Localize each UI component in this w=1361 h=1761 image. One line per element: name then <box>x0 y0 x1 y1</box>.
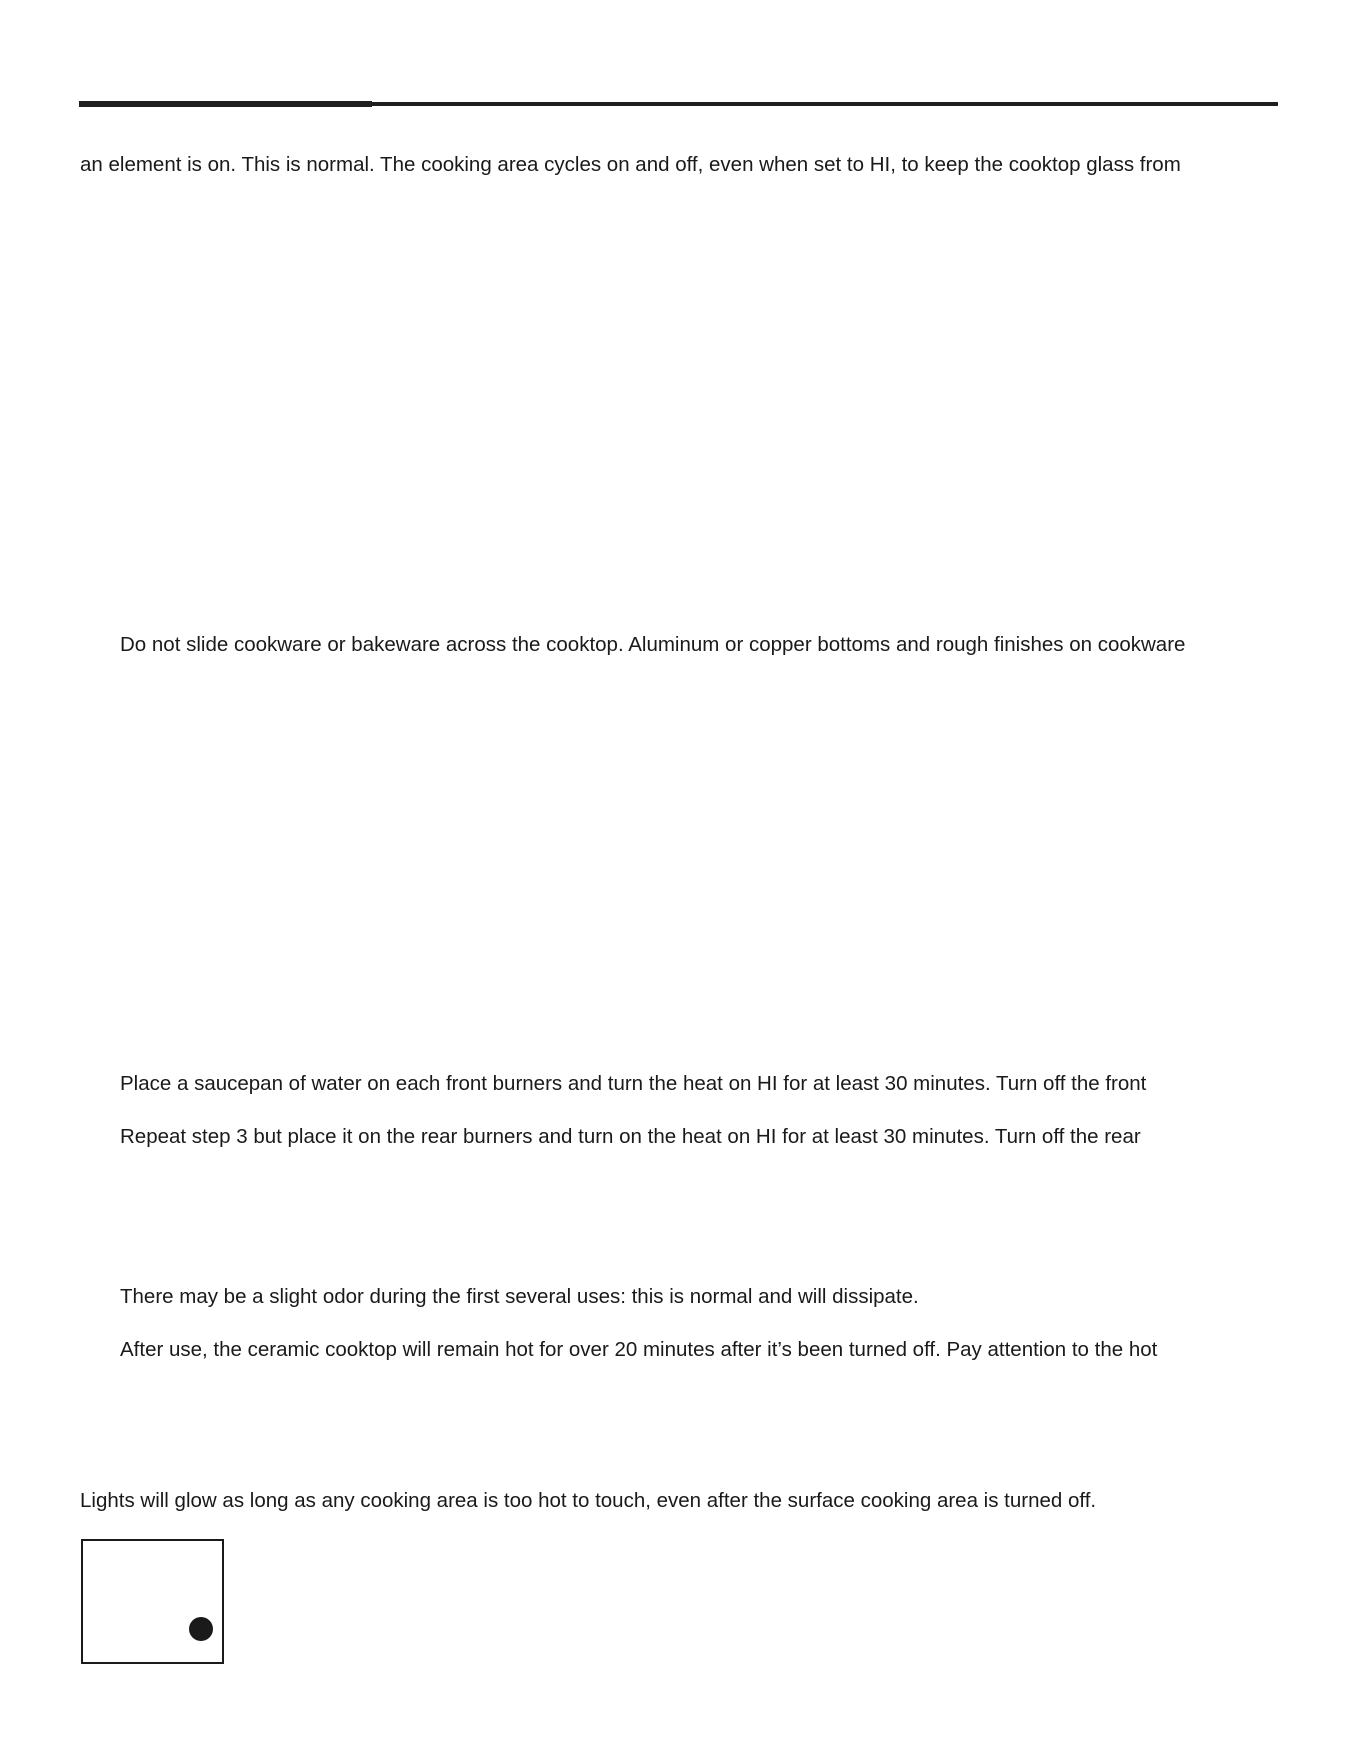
hot-surface-indicator-icon <box>81 1539 224 1664</box>
body-text-line-front-burners: Place a saucepan of water on each front burners and turn the heat on HI for at least 30 minutes. Turn off the front <box>120 1072 1147 1095</box>
indicator-light-dot <box>189 1617 213 1641</box>
body-text-line-odor: There may be a slight odor during the first several uses: this is normal and will dissipate. <box>120 1285 919 1308</box>
body-text-line-cookware: Do not slide cookware or bakeware across the cooktop. Aluminum or copper bottoms and rough finishes on cookware <box>120 633 1186 656</box>
body-text-line-hot-lights: Lights will glow as long as any cooking area is too hot to touch, even after the surface cooking area is turned off. <box>80 1489 1097 1512</box>
body-text-line-rear-burners: Repeat step 3 but place it on the rear burners and turn on the heat on HI for at least 30 minutes. Turn off the rear <box>120 1125 1141 1148</box>
body-text-line-hot-after-use: After use, the ceramic cooktop will remain hot for over 20 minutes after it’s been turned off. Pay attention to the hot <box>120 1338 1158 1361</box>
header-rule-accent <box>79 101 372 107</box>
body-text-line-cycling: an element is on. This is normal. The cooking area cycles on and off, even when set to HI, to keep the cooktop glass from <box>80 153 1181 176</box>
